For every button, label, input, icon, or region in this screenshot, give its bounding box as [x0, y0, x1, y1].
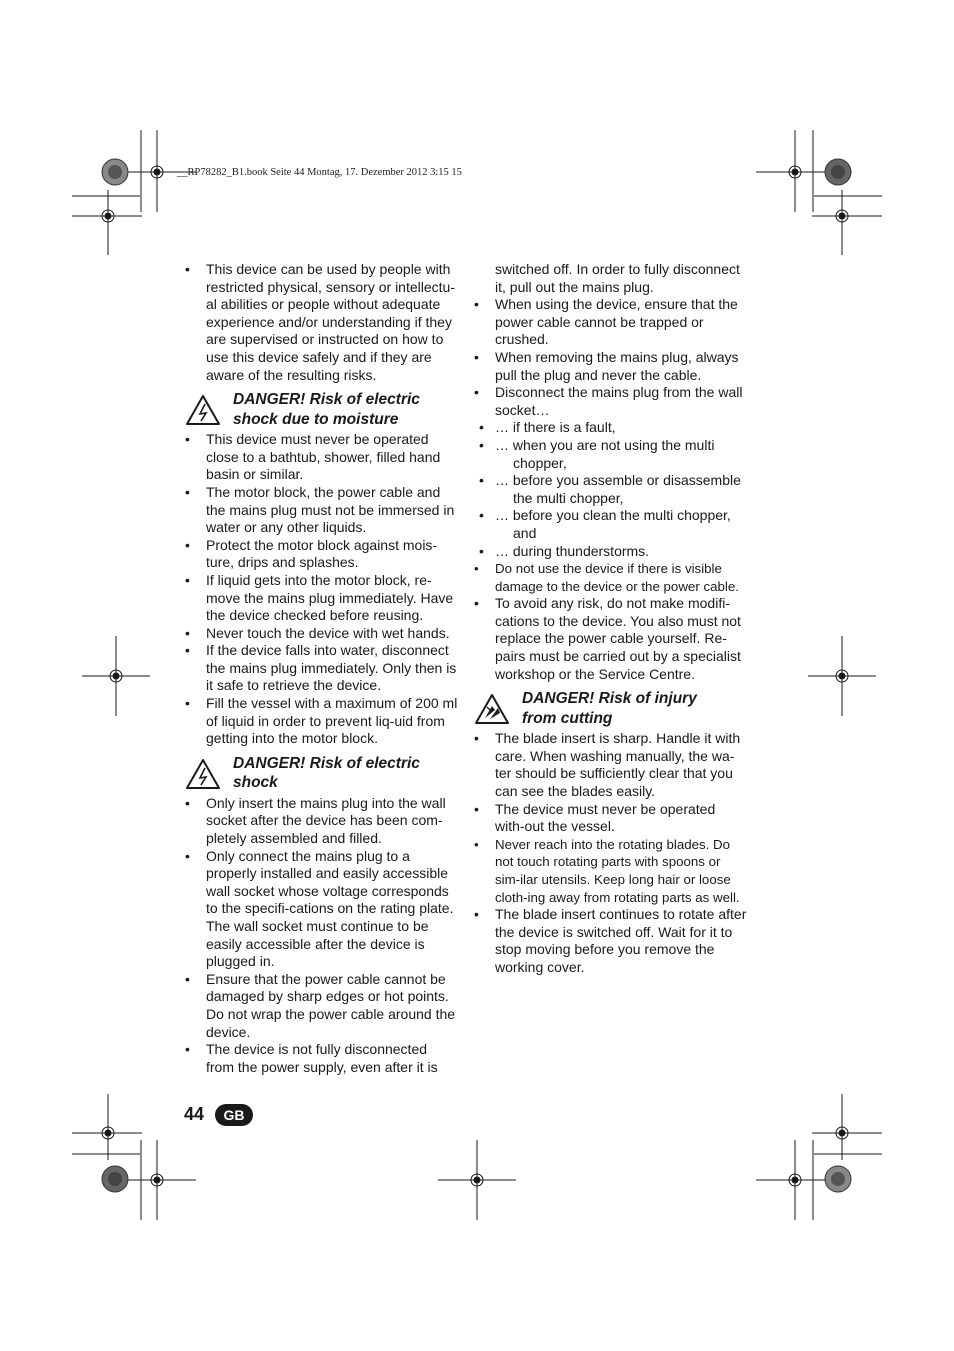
list-item: • If the device falls into water, disconnect the mains plug immediately. Only then is it safe to retrieve the device. — [183, 642, 458, 695]
danger-heading-moisture — [183, 390, 458, 429]
right-column — [472, 261, 748, 977]
moisture-list — [183, 431, 458, 748]
list-item: • Fill the vessel with a maximum of 200 ml of liquid in order to prevent liq-uid from getting into the motor block. — [183, 695, 458, 748]
list-item: • The blade insert continues to rotate after the device is switched off. Wait for it to stop moving before you remove the working cover. — [472, 906, 748, 976]
electric-list — [183, 795, 458, 1077]
list-item: • Never touch the device with wet hands. — [183, 625, 458, 643]
sub-list-item: • … before you assemble or disassemble the multi chopper, — [495, 472, 748, 507]
print-header: __RP78282_B1.book Seite 44 Montag, 17. Dezember 2012 3:15 15 — [177, 167, 462, 178]
list-item-continuation: switched off. In order to fully disconnect it, pull out the mains plug. — [495, 261, 740, 295]
list-item: • Only insert the mains plug into the wall socket after the device has been com-pletely assembled and filled. — [183, 795, 458, 848]
list-item: • If liquid gets into the motor block, re-move the mains plug immediately. Have the device checked before reusing. — [183, 572, 458, 625]
electric-warning-icon — [185, 758, 221, 790]
list-item: • When using the device, ensure that the power cable cannot be trapped or crushed. — [472, 296, 748, 349]
intro-list — [183, 261, 458, 384]
list-item: • Only connect the mains plug to a properly installed and easily accessible wall socket whose voltage corresponds to the specifi-cations on the rating plate. The wall socket must continue to be easily accessible after the device is plugged in. — [183, 848, 458, 971]
list-item: • The motor block, the power cable and the mains plug must not be immersed in water or any other liquids. — [183, 484, 458, 537]
disconnect-list — [472, 261, 748, 683]
list-item: • To avoid any risk, do not make modifi-cations to the device. You also must not replace the power cable yourself. Re-pairs must be carried out by a specialist workshop or the Service Centre. — [472, 595, 748, 683]
list-item: • Never reach into the rotating blades. Do not touch rotating parts with spoons or sim-ilar utensils. Keep long hair or loose cloth-ing away from rotating parts as well. — [472, 836, 748, 906]
cutting-list — [472, 730, 748, 976]
danger-heading-electric — [183, 754, 458, 793]
danger-title-line1: DANGER! Risk of electric — [233, 391, 420, 409]
list-item: • The device must never be operated with-out the vessel. — [472, 801, 748, 836]
list-item: • The device is not fully disconnected from the power supply, even after it is — [183, 1041, 458, 1076]
list-item: • Disconnect the mains plug from the wall socket… — [472, 384, 748, 419]
sub-list-item: • … before you clean the multi chopper, and — [495, 507, 748, 542]
danger-title-line2: shock due to moisture — [233, 410, 399, 428]
danger-heading-cutting — [472, 689, 748, 728]
danger-title-line1: DANGER! Risk of injury — [522, 690, 697, 708]
list-item: • This device must never be operated close to a bathtub, shower, filled hand basin or similar. — [183, 431, 458, 484]
danger-title-line2: from cutting — [522, 709, 613, 727]
disconnect-sub-list — [495, 419, 748, 560]
danger-title-line1: DANGER! Risk of electric — [233, 754, 420, 772]
sub-list-item: • … if there is a fault, — [495, 419, 748, 437]
sub-list-container — [472, 419, 748, 560]
list-item: • This device can be used by people with restricted physical, sensory or intellectu-al abilities or people without adequate experience and/or understanding if they are supervised or instructed on how to use this device safely and if they are aware of the resulting risks. — [183, 261, 458, 384]
electric-warning-icon — [185, 394, 221, 426]
list-item: • Protect the motor block against mois-ture, drips and splashes. — [183, 537, 458, 572]
danger-title-line2: shock — [233, 774, 278, 792]
list-item: • Do not use the device if there is visible damage to the device or the power cable. — [472, 560, 748, 595]
left-column — [183, 261, 458, 1076]
page-number: 44 — [184, 1104, 205, 1124]
list-item: • Ensure that the power cable cannot be damaged by sharp edges or hot points. Do not wrap the power cable around the device. — [183, 971, 458, 1041]
cut-warning-icon — [474, 693, 510, 725]
list-item: • The blade insert is sharp. Handle it with care. When washing manually, the wa-ter should be sufficiently clear that you can see the blades easily. — [472, 730, 748, 800]
sub-list-item: • … when you are not using the multi chopper, — [495, 437, 748, 472]
sub-list-item: • … during thunderstorms. — [495, 543, 748, 561]
language-badge: GB — [215, 1104, 253, 1126]
list-item: • When removing the mains plug, always pull the plug and never the cable. — [472, 349, 748, 384]
